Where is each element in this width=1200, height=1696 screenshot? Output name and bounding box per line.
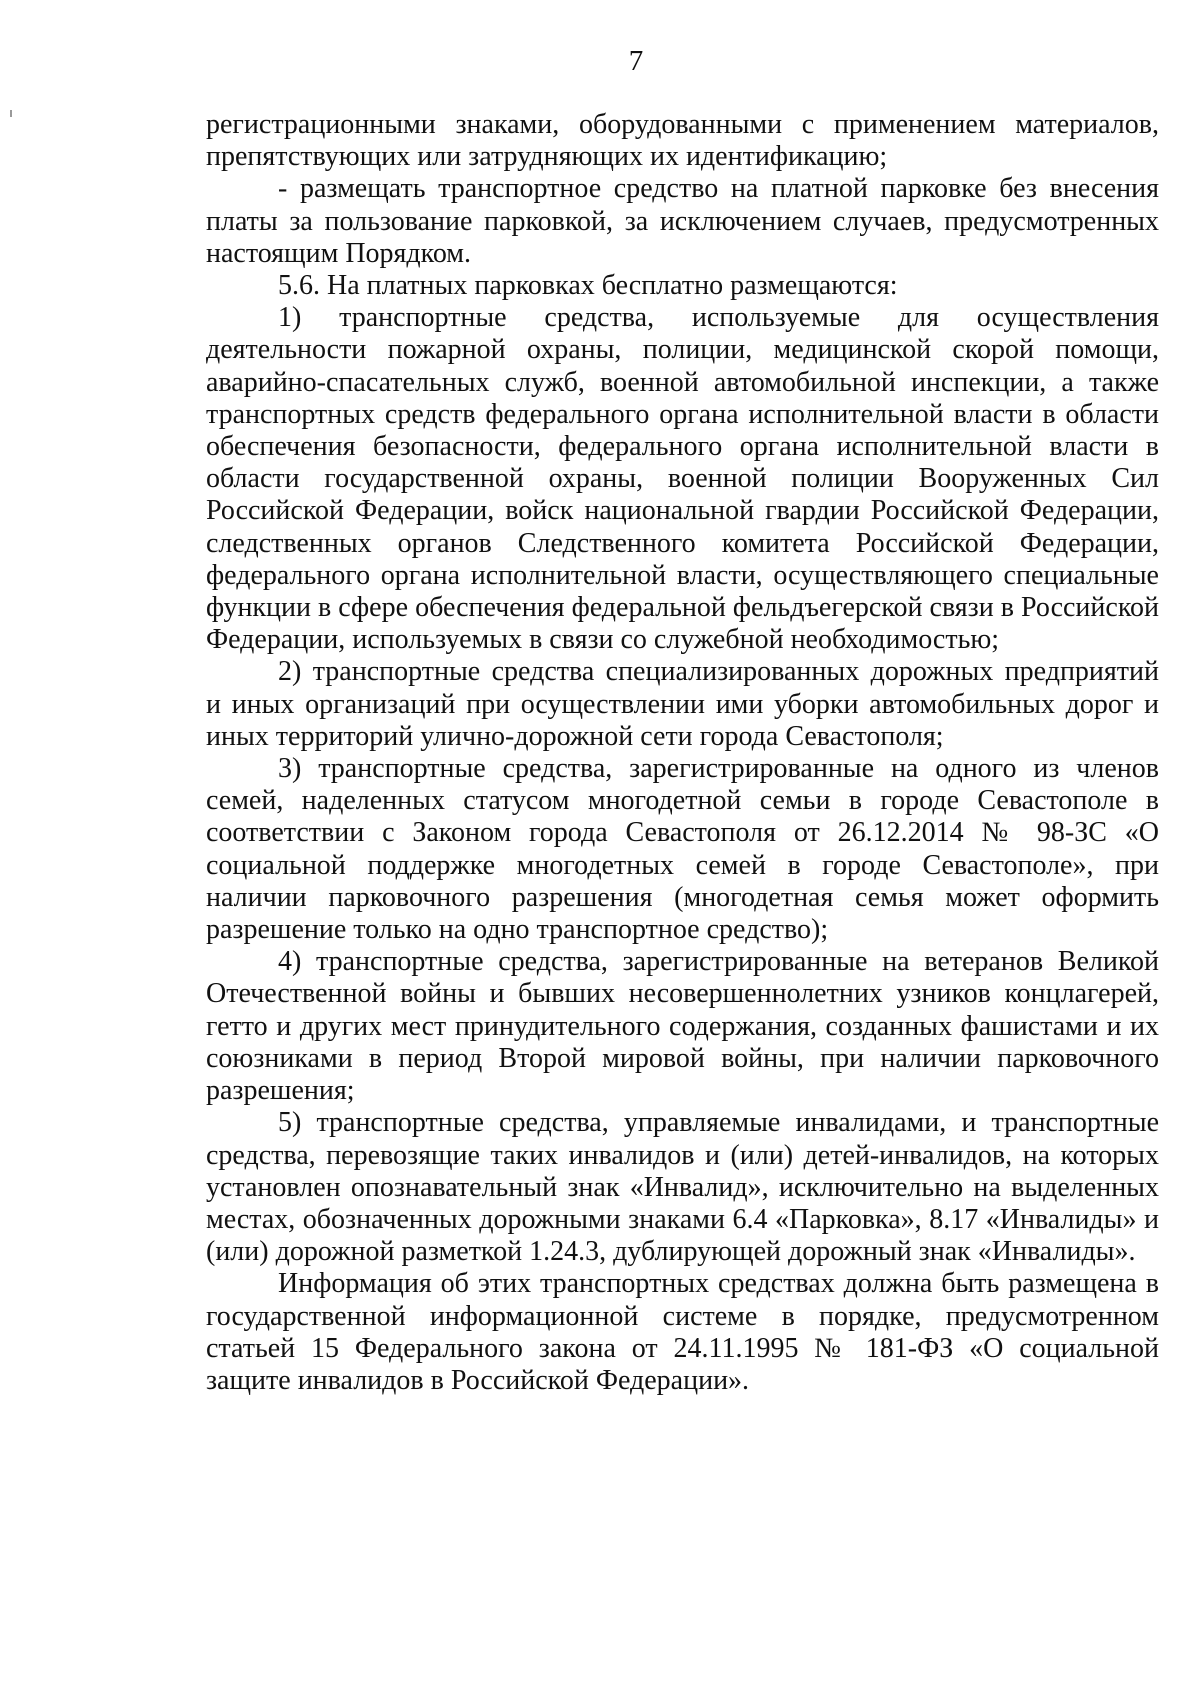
paragraph-continuation: регистрационными знаками, оборудованными с применением материалов, препятствующих или затрудняющих их идентификацию; xyxy=(206,109,1159,173)
paragraph-information: Информация об этих транспортных средствах должна быть размещена в государственной информационной системе в порядке, предусмотренном статьей 15 Федерального закона от 24.11.1995 № 181-ФЗ «О социальной защите инвалидов в Российской Федерации». xyxy=(206,1268,1159,1396)
scan-mark xyxy=(10,110,12,117)
section-heading-5-6: 5.6. На платных парковках бесплатно размещаются: xyxy=(278,270,898,302)
list-item-3: 3) транспортные средства, зарегистрированные на одного из членов семей, наделенных статусом многодетной семьи в городе Севастополе в соответствии с Законом города Севастополя от 26.12.2014 № 98-ЗС «О социальной поддержке многодетных семей в городе Севастополе», при наличии парковочного разрешения (многодетная семья может оформить разрешение только на одно транспортное средство); xyxy=(206,753,1159,946)
page-number: 7 xyxy=(628,45,644,77)
list-item-4: 4) транспортные средства, зарегистрированные на ветеранов Великой Отечественной войны и бывших несовершеннолетних узников концлагерей, гетто и других мест принудительного содержания, созданных фашистами и их союзниками в период Второй мировой войны, при наличии парковочного разрешения; xyxy=(206,946,1159,1107)
list-item-5: 5) транспортные средства, управляемые инвалидами, и транспортные средства, перевозящие таких инвалидов и (или) детей-инвалидов, на которых установлен опознавательный знак «Инвалид», исключительно на выделенных местах, обозначенных дорожными знаками 6.4 «Парковка», 8.17 «Инвалиды» и (или) дорожной разметкой 1.24.3, дублирующей дорожный знак «Инвалиды». xyxy=(206,1107,1159,1268)
list-item-2: 2) транспортные средства специализированных дорожных предприятий и иных организаций при осуществлении ими уборки автомобильных дорог и иных территорий улично-дорожной сети города Севастополя; xyxy=(206,656,1159,752)
list-item-1: 1) транспортные средства, используемые для осуществления деятельности пожарной охраны, полиции, медицинской скорой помощи, аварийно-спасательных служб, военной автомобильной инспекции, а также транспортных средств федерального органа исполнительной власти в области обеспечения безопасности, федерального органа исполнительной власти в области государственной охраны, военной полиции Вооруженных Сил Российской Федерации, войск национальной гвардии Российской Федерации, следственных органов Следственного комитета Российской Федерации, федерального органа исполнительной власти, осуществляющего специальные функции в сфере обеспечения федеральной фельдъегерской связи в Российской Федерации, используемых в связи со служебной необходимостью; xyxy=(206,302,1159,656)
paragraph-paid-parking-prohibition: - размещать транспортное средство на платной парковке без внесения платы за пользование парковкой, за исключением случаев, предусмотренных настоящим Порядком. xyxy=(206,173,1159,269)
document-body xyxy=(206,109,1159,1397)
